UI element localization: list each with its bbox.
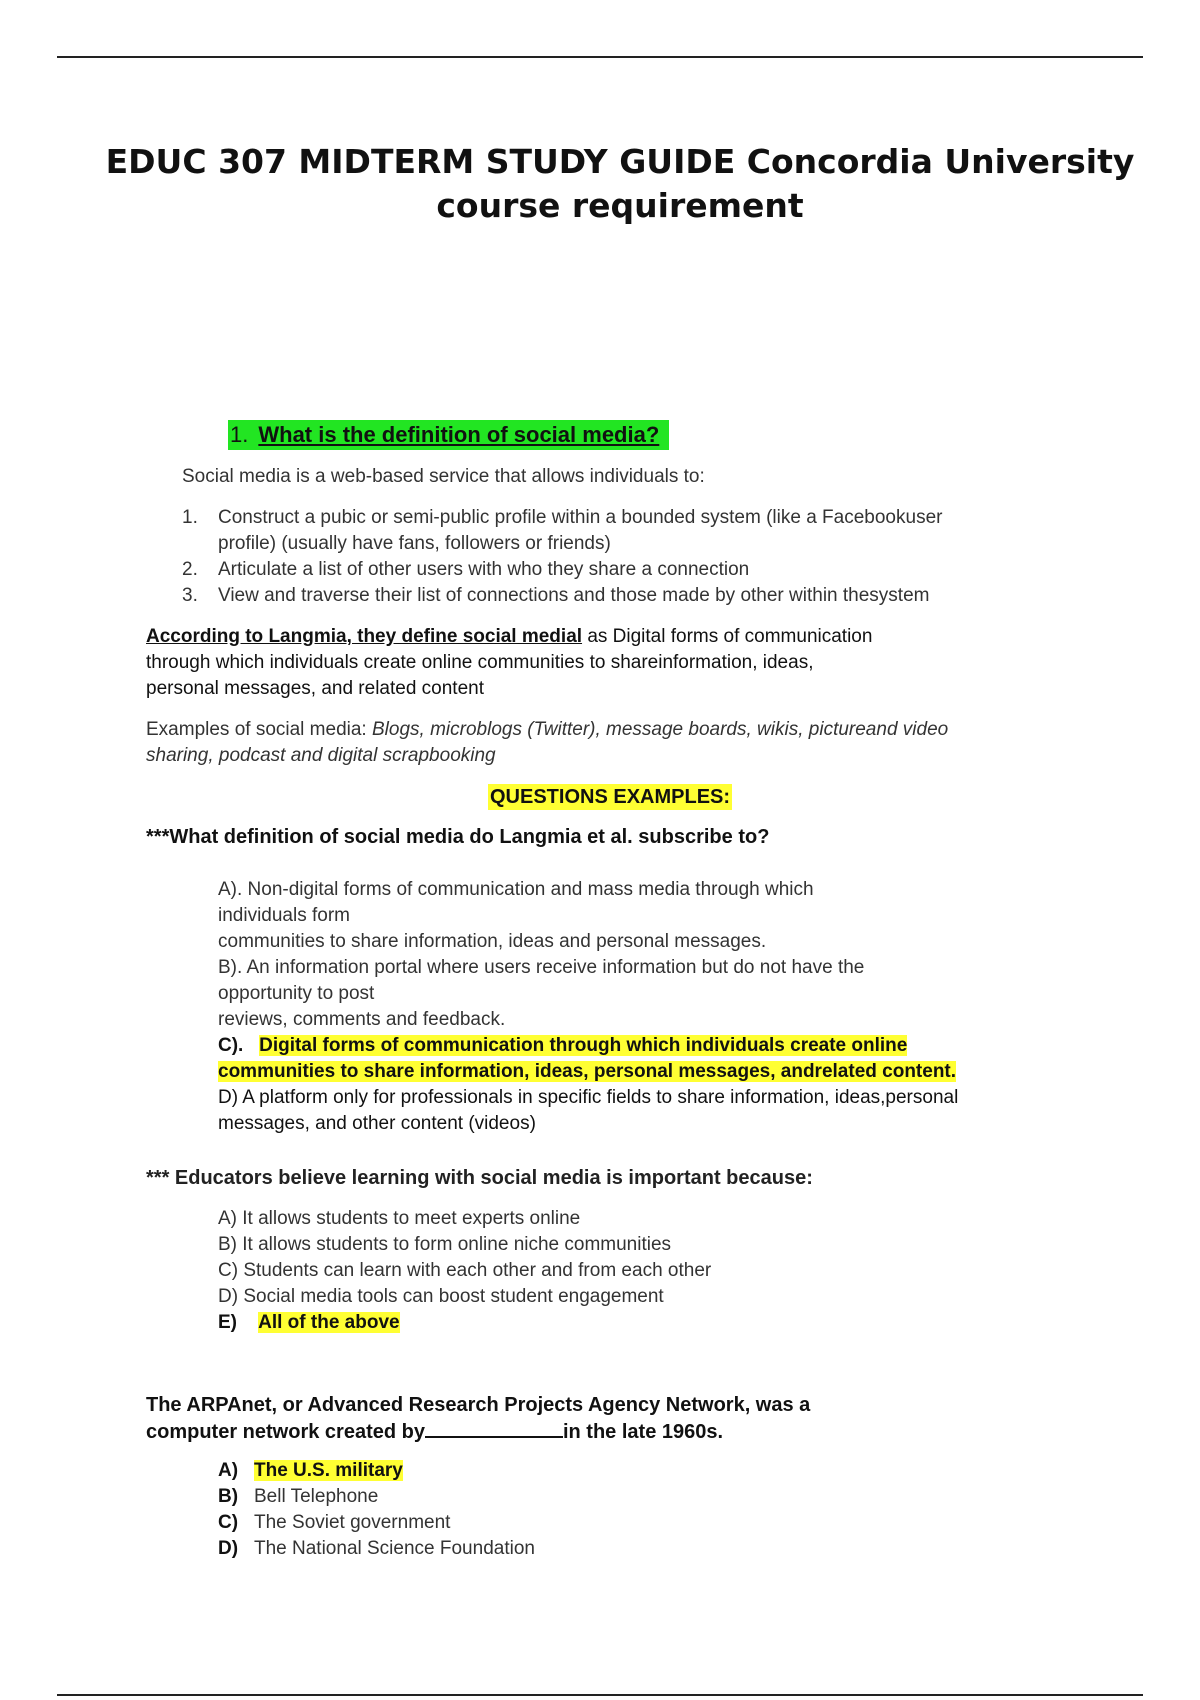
question-1-heading <box>228 420 669 450</box>
option-a: A) It allows students to meet experts online <box>218 1208 581 1229</box>
langmia-definition: According to Langmia, they define social medial as Digital forms of communication through which individuals create online communities to shareinformation, ideas, personal messages, and related content <box>146 626 873 699</box>
definition-list <box>182 505 1062 609</box>
langmia-lead: According to Langmia, they define social medial <box>146 626 583 647</box>
question-arpanet-prompt: The ARPAnet, or Advanced Research Projects Agency Network, was a computer network created by in the late 1960s. <box>146 1394 811 1443</box>
option-c-highlight-1: Digital forms of communication through which individuals create online <box>259 1035 908 1056</box>
option-a: A). Non-digital forms of communication and mass media through which individuals form communities to share information, ideas and personal messages. <box>218 879 814 952</box>
option-d: D) A platform only for professionals in specific fields to share information, ideas,personal messages, and other content (videos) <box>218 1087 959 1134</box>
option-d: D) Social media tools can boost student engagement <box>218 1286 664 1307</box>
bottom-rule <box>57 1694 1143 1696</box>
top-rule <box>57 56 1143 58</box>
question-1-number: 1. <box>230 422 249 447</box>
list-item: 3. View and traverse their list of connections and those made by other within thesystem <box>182 585 930 606</box>
definition-intro: Social media is a web-based service that allows individuals to: <box>182 466 705 487</box>
list-item: 2. Articulate a list of other users with who they share a connection <box>182 559 750 580</box>
question-arpanet-options <box>218 1458 535 1562</box>
list-item: 1. Construct a pubic or semi-public profile within a bounded system (like a Facebookuser profile) (usually have fans, followers or friends) <box>182 507 943 554</box>
option-e-correct: E) All of the above <box>218 1312 400 1333</box>
option-b: B). An information portal where users receive information but do not have the opportunity to post reviews, comments and feedback. <box>218 957 865 1030</box>
option-a-correct: A) The U.S. military <box>218 1460 403 1481</box>
option-b: B) It allows students to form online niche communities <box>218 1234 672 1255</box>
questions-examples-header: QUESTIONS EXAMPLES: <box>490 786 731 808</box>
option-c-correct: C). Digital forms of communication through which individuals create online communities to share information, ideas, personal messages, andrelated content. <box>218 1035 957 1082</box>
option-c-highlight-2: communities to share information, ideas, personal messages, andrelated content. <box>218 1061 957 1082</box>
option-c: C) The Soviet government <box>218 1512 451 1533</box>
question-definition-options <box>218 877 1118 1137</box>
question-educators-prompt: *** Educators believe learning with social media is important because: <box>146 1167 813 1189</box>
title-line-1: EDUC 307 MIDTERM STUDY GUIDE Concordia University <box>105 142 1135 181</box>
option-d: D) The National Science Foundation <box>218 1538 535 1559</box>
option-b: B) Bell Telephone <box>218 1486 379 1507</box>
answer-blank <box>425 1418 563 1438</box>
document-title <box>0 140 1200 228</box>
question-definition-prompt: ***What definition of social media do Langmia et al. subscribe to? <box>146 826 770 848</box>
social-media-examples: Examples of social media: Blogs, microblogs (Twitter), message boards, wikis, pictureand video sharing, podcast and digital scrapbooking <box>146 719 949 766</box>
question-1-text: What is the definition of social media? <box>258 422 660 447</box>
option-c: C) Students can learn with each other and from each other <box>218 1260 712 1281</box>
title-line-2: course requirement <box>436 186 804 225</box>
question-educators-options <box>218 1206 711 1336</box>
